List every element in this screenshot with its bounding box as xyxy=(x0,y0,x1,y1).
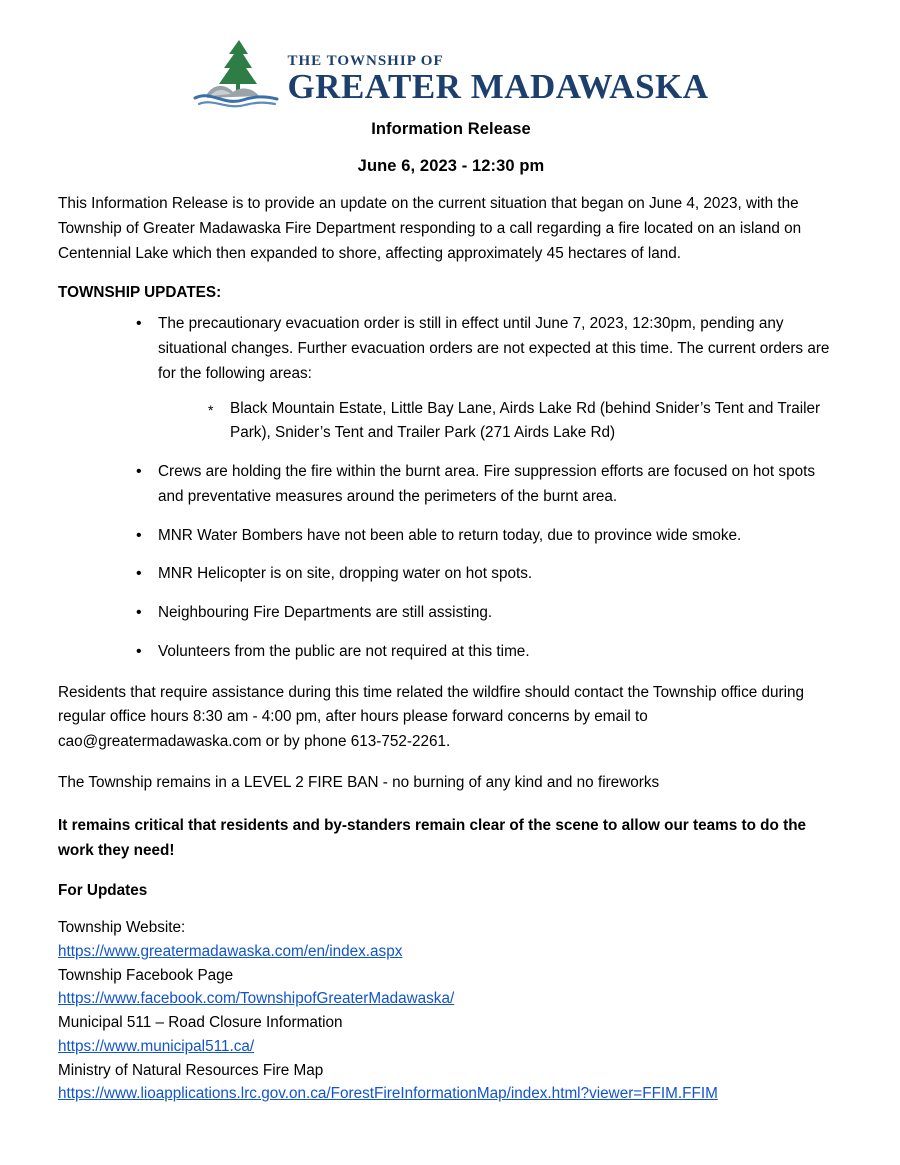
critical-note: It remains critical that residents and by-standers remain clear of the scene to allow our teams to do the work they need! xyxy=(58,816,807,859)
intro-paragraph: This Information Release is to provide an update on the current situation that began on June 4, 2023, with the Township of Greater Madawaska Fire Department responding to a call regarding a fire located on an island on Centennial Lake which then expanded to shore, affecting approximately 45 hectares of land. xyxy=(58,195,802,262)
link-municipal511[interactable]: https://www.municipal511.ca/ xyxy=(58,1037,255,1055)
page-subtitle: June 6, 2023 - 12:30 pm xyxy=(357,157,545,175)
link-label-township-website: Township Website: xyxy=(58,919,186,937)
list-item xyxy=(136,312,844,446)
assistance-paragraph: Residents that require assistance during this time related the wildfire should contact the Township office during regular office hours 8:30 am - 4:00 pm, after hours please forward concerns by email to cao@greatermadawaska.com or by phone 613-752-2261. xyxy=(58,683,804,751)
sub-list-item xyxy=(208,397,844,447)
list-item-text: Volunteers from the public are not required at this time. xyxy=(158,642,530,660)
township-updates-list xyxy=(58,312,844,664)
updates-links xyxy=(58,916,844,1106)
fire-ban-paragraph: The Township remains in a LEVEL 2 FIRE BAN - no burning of any kind and no fireworks xyxy=(58,774,660,792)
list-item xyxy=(136,562,844,587)
township-logo xyxy=(58,38,844,110)
link-facebook-page[interactable]: https://www.facebook.com/TownshipofGreaterMadawaska/ xyxy=(58,990,455,1008)
logo-line-1: THE TOWNSHIP OF xyxy=(287,52,444,69)
for-updates-heading: For Updates xyxy=(58,882,148,900)
link-township-website[interactable]: https://www.greatermadawaska.com/en/index.aspx xyxy=(58,943,403,961)
page-title: Information Release xyxy=(371,120,531,138)
list-item xyxy=(136,460,844,510)
pine-tree-lake-icon xyxy=(193,38,279,110)
list-item-text: MNR Water Bombers have not been able to return today, due to province wide smoke. xyxy=(158,526,742,544)
list-item-text: MNR Helicopter is on site, dropping water on hot spots. xyxy=(158,565,533,583)
link-label-municipal511: Municipal 511 – Road Closure Information xyxy=(58,1014,343,1032)
link-label-facebook: Township Facebook Page xyxy=(58,966,234,984)
evacuation-areas-sublist xyxy=(158,397,844,447)
list-item-text: Crews are holding the fire within the burnt area. Fire suppression efforts are focused on hot spots and preventative measures around the perimeters of the burnt area. xyxy=(158,463,815,505)
list-item-text: The precautionary evacuation order is still in effect until June 7, 2023, 12:30pm, pending any situational changes. Further evacuation orders are not expected at this time. The current orders are for the following areas: xyxy=(158,315,830,382)
list-item xyxy=(136,640,844,665)
list-item xyxy=(136,601,844,626)
list-item-text: Neighbouring Fire Departments are still assisting. xyxy=(158,604,493,622)
sub-list-item-text: Black Mountain Estate, Little Bay Lane, Airds Lake Rd (behind Snider’s Tent and Trailer Park), Snider’s Tent and Trailer Park (271 Airds Lake Rd) xyxy=(230,399,821,442)
section-heading-township-updates: TOWNSHIP UPDATES: xyxy=(58,284,222,302)
link-label-fire-map: Ministry of Natural Resources Fire Map xyxy=(58,1061,324,1079)
logo-line-2: GREATER MADAWASKA xyxy=(287,67,709,107)
link-fire-map[interactable]: https://www.lioapplications.lrc.gov.on.ca/ForestFireInformationMap/index.html?viewer=FFIM.FFIM xyxy=(58,1085,718,1103)
list-item xyxy=(136,524,844,549)
